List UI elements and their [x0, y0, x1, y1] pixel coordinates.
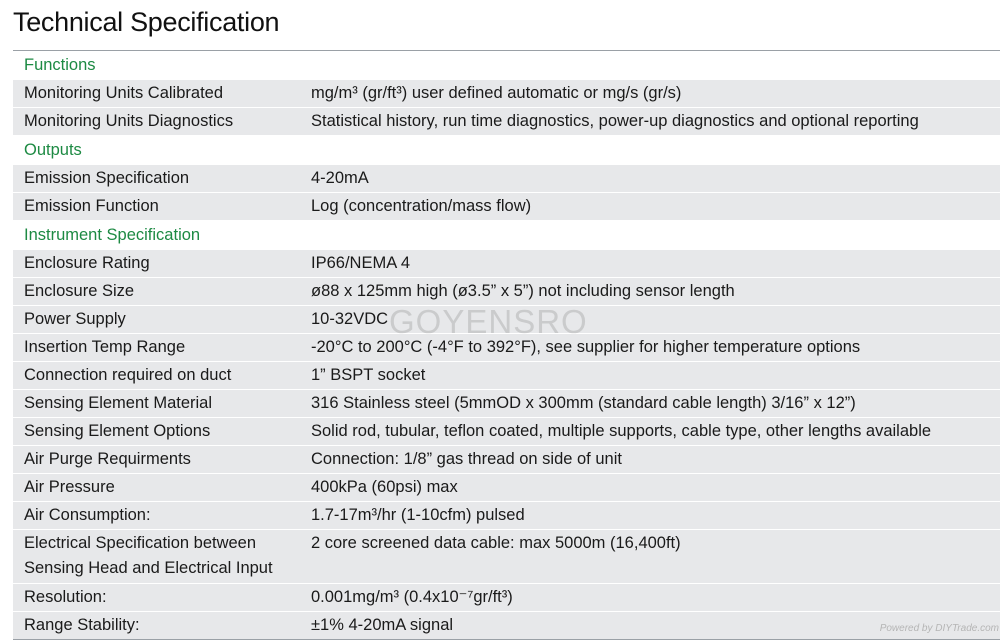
row-value: 1.7-17m³/hr (1-10cfm) pulsed	[311, 506, 525, 524]
table-row	[13, 107, 1000, 135]
section-heading: Instrument Specification	[24, 226, 201, 244]
row-value: 2 core screened data cable: max 5000m (16,400ft)	[311, 534, 681, 552]
row-label: Sensing Element Material	[24, 394, 213, 412]
table-row	[13, 389, 1000, 417]
table-row	[13, 417, 1000, 445]
row-value: Connection: 1/8” gas thread on side of unit	[311, 450, 622, 468]
row-value: ø88 x 125mm high (ø3.5” x 5”) not including sensor length	[311, 282, 735, 300]
row-value: Solid rod, tubular, teflon coated, multiple supports, cable type, other lengths available	[311, 422, 932, 440]
row-label: Air Consumption:	[24, 506, 151, 524]
row-label: Air Pressure	[24, 478, 115, 496]
row-value: Log (concentration/mass flow)	[311, 197, 532, 215]
row-label: Enclosure Size	[24, 282, 135, 300]
section-header-outputs	[13, 135, 1000, 164]
table-row	[13, 611, 1000, 639]
row-label: Monitoring Units Diagnostics	[24, 112, 234, 130]
row-label-line: Sensing Head and Electrical Input	[24, 559, 273, 577]
footer-credit: Powered by DIYTrade.com	[879, 623, 999, 634]
section-header-instrument	[13, 220, 1000, 249]
watermark: GOYENSRO	[389, 303, 588, 340]
table-row	[13, 583, 1000, 611]
row-value: -20°C to 200°C (-4°F to 392°F), see supplier for higher temperature options	[311, 338, 861, 356]
table-row	[13, 192, 1000, 220]
row-value: mg/m³ (gr/ft³) user defined automatic or mg/s (gr/s)	[311, 84, 682, 102]
section-header-functions	[13, 50, 1000, 79]
table-row	[13, 501, 1000, 529]
spec-table	[13, 50, 1000, 640]
table-row	[13, 529, 1000, 583]
row-value: 400kPa (60psi) max	[311, 478, 458, 496]
row-label	[13, 531, 311, 581]
section-heading: Functions	[24, 56, 96, 74]
page-title: Technical Specification	[13, 7, 280, 37]
table-row	[13, 79, 1000, 107]
table-row	[13, 164, 1000, 192]
table-row	[13, 277, 1000, 305]
row-label: Power Supply	[24, 310, 126, 328]
row-label: Enclosure Rating	[24, 254, 150, 272]
row-label: Emission Specification	[24, 169, 190, 187]
row-label: Range Stability:	[24, 616, 140, 634]
section-heading: Outputs	[24, 141, 82, 159]
row-label: Air Purge Requirments	[24, 450, 191, 468]
row-label: Resolution:	[24, 588, 107, 606]
table-row	[13, 361, 1000, 389]
table-row	[13, 445, 1000, 473]
row-label: Insertion Temp Range	[24, 338, 186, 356]
row-value: 1” BSPT socket	[311, 366, 426, 384]
row-label: Emission Function	[24, 197, 159, 215]
row-value: 10-32VDC	[311, 310, 389, 328]
row-value: ±1% 4-20mA signal	[311, 616, 454, 634]
row-value: 316 Stainless steel (5mmOD x 300mm (standard cable length) 3/16” x 12”)	[311, 394, 856, 412]
row-value: IP66/NEMA 4	[311, 254, 411, 272]
row-label: Monitoring Units Calibrated	[24, 84, 224, 102]
row-value: Statistical history, run time diagnostics, power-up diagnostics and optional reporting	[311, 112, 919, 130]
row-value: 0.001mg/m³ (0.4x10⁻⁷gr/ft³)	[311, 588, 513, 606]
row-label: Connection required on duct	[24, 366, 232, 384]
row-label: Sensing Element Options	[24, 422, 211, 440]
table-row	[13, 249, 1000, 277]
row-label-line: Electrical Specification between	[24, 534, 257, 552]
table-row	[13, 473, 1000, 501]
row-value: 4-20mA	[311, 169, 369, 187]
